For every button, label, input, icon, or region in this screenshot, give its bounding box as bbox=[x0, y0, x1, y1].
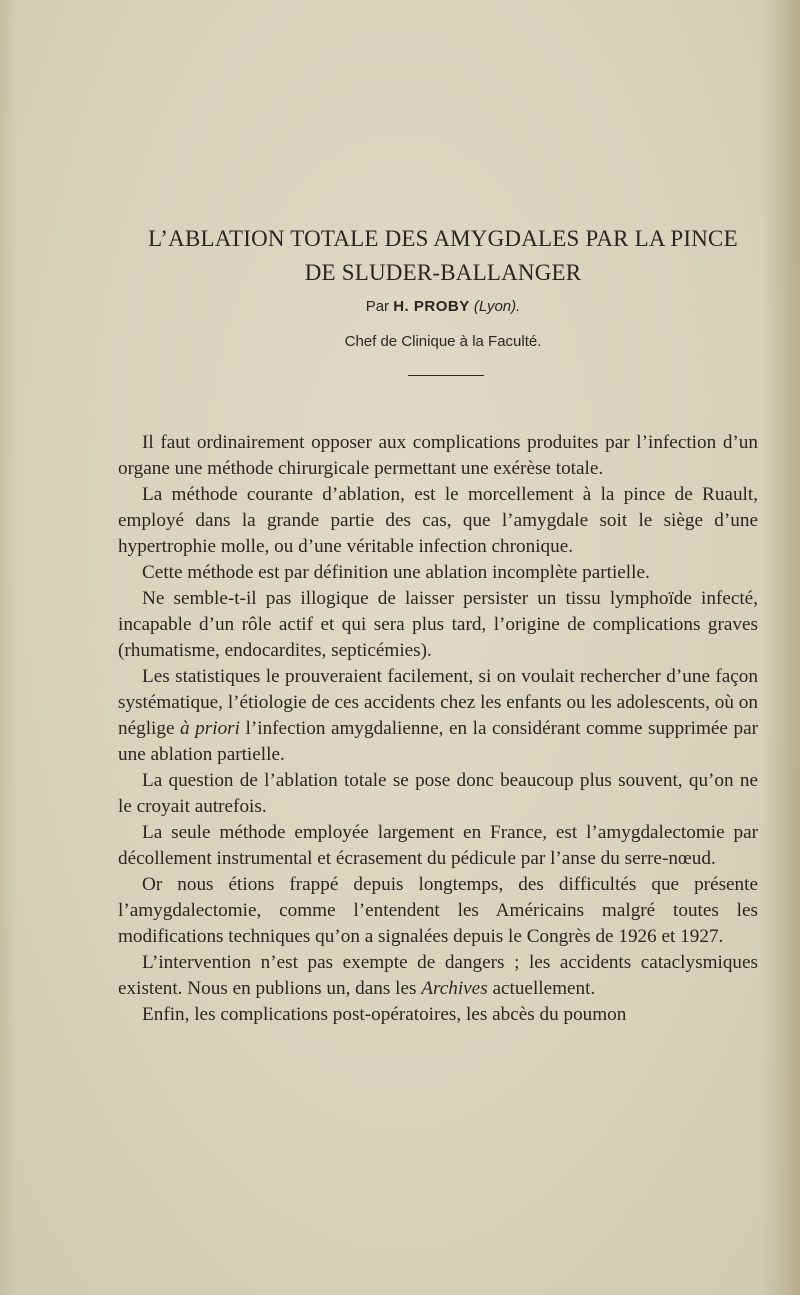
title-separator-rule bbox=[408, 375, 484, 376]
paragraph-5-italic: à priori bbox=[180, 718, 240, 739]
paragraph-9-text-b: actuellement. bbox=[487, 978, 596, 999]
article-title bbox=[118, 222, 768, 290]
page-shadow-left bbox=[0, 0, 16, 1295]
title-line-1: L’ABLATION TOTALE DES AMYGDALES PAR LA PINCE bbox=[148, 226, 738, 251]
author-location: (Lyon). bbox=[473, 298, 521, 315]
paragraph-9 bbox=[118, 950, 758, 1002]
paragraph-9-italic: Archives bbox=[421, 978, 488, 999]
paragraph-8: Or nous étions frappé depuis longtemps, des difficultés que présente l’amygdalectomie, comme l’entendent les Américains malgré toutes les modifications techniques qu’on a signalées depuis le Congrès de 1926 et 1927. bbox=[118, 874, 758, 947]
paragraph-2: La méthode courante d’ablation, est le morcellement à la pince de Ruault, employé dans la grande partie des cas, que l’amygdale soit le siège d’une hypertrophie molle, ou d’une véritable infection chronique. bbox=[118, 484, 758, 557]
paragraph-9-text-a: L’intervention n’est pas exempte de dangers ; les accidents cataclysmiques existent. Nous en publions un, dans les bbox=[118, 952, 758, 999]
paragraph-6: La question de l’ablation totale se pose donc beaucoup plus souvent, qu’on ne le croyait autrefois. bbox=[118, 770, 758, 817]
paragraph-5-text-a: Les statistiques le prouveraient facilement, si on voulait rechercher d’une façon systématique, l’étiologie de ces accidents chez les enfants ou les adolescents, où on néglige bbox=[118, 666, 758, 739]
title-line-2: DE SLUDER-BALLANGER bbox=[304, 260, 582, 285]
paragraph-5-text-b: l’infection amygdalienne, en la considérant comme supprimée par une ablation partielle. bbox=[118, 718, 758, 765]
paragraph-1: Il faut ordinairement opposer aux complications produites par l’infection d’un organe une méthode chirurgicale permettant une exérèse totale. bbox=[118, 432, 758, 479]
author-affiliation: Chef de Clinique à la Faculté. bbox=[344, 333, 542, 350]
page-shadow-right bbox=[762, 0, 800, 1295]
paragraph-7: La seule méthode employée largement en France, est l’amygdalectomie par décollement instrumental et écrasement du pédicule par l’anse du serre-nœud. bbox=[118, 822, 758, 869]
paragraph-4: Ne semble-t-il pas illogique de laisser persister un tissu lymphoïde infecté, incapable d’un rôle actif et qui sera plus tard, l’origine de complications graves (rhumatisme, endocardites, septicémies). bbox=[118, 588, 758, 661]
author-name: H. PROBY bbox=[393, 298, 470, 315]
paragraph-3: Cette méthode est par définition une ablation incomplète partielle. bbox=[142, 562, 650, 583]
paragraph-10: Enfin, les complications post-opératoires, les abcès du poumon bbox=[142, 1004, 627, 1025]
article-body bbox=[118, 430, 758, 1028]
byline-prefix: Par bbox=[365, 298, 390, 315]
paragraph-5 bbox=[118, 664, 758, 768]
byline bbox=[118, 297, 768, 317]
